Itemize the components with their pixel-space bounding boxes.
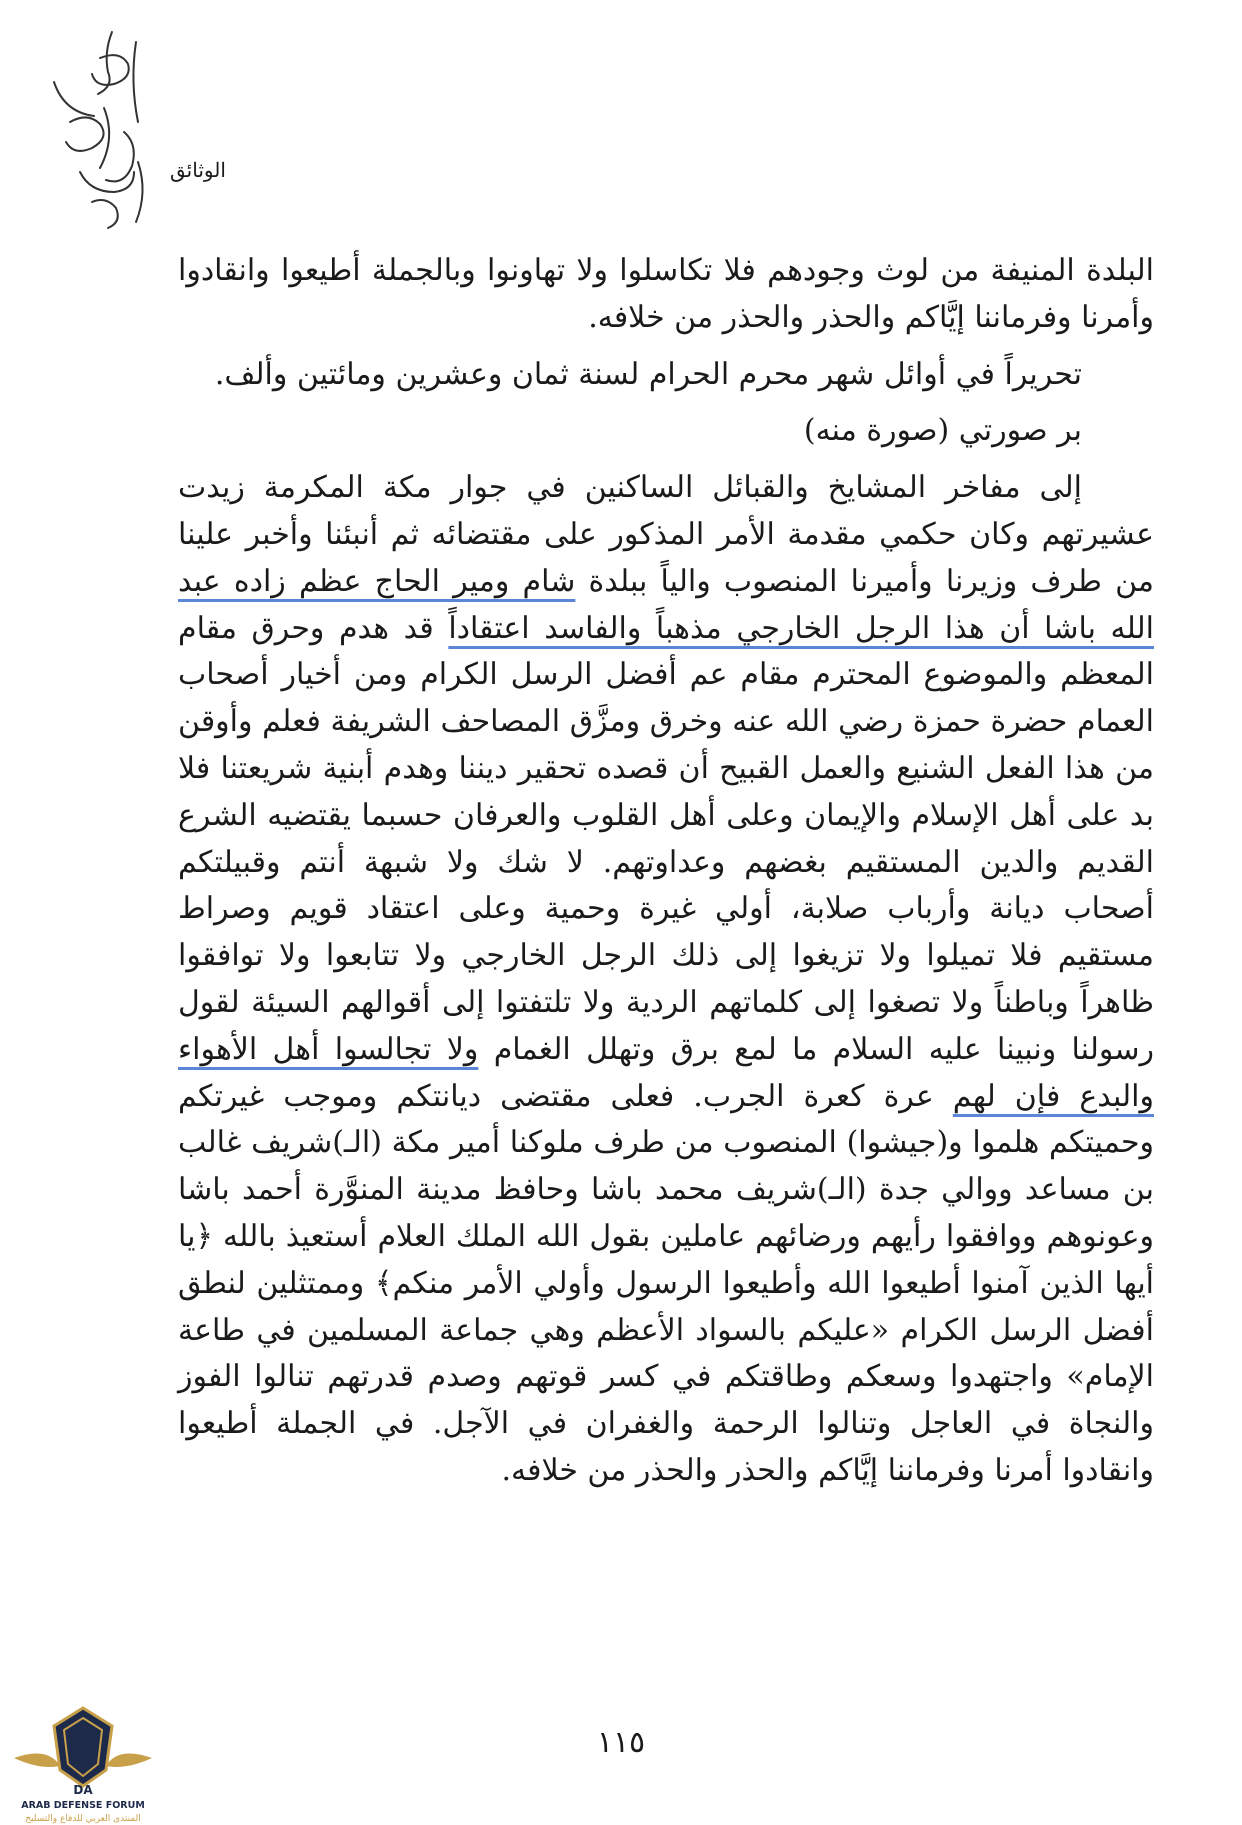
logo-name-ar: المنتدى العربي للدفاع والتسليح bbox=[25, 1814, 141, 1824]
paragraph-closing-1: البلدة المنيفة من لوث وجودهم فلا تكاسلوا ولا تهاونوا وبالجملة أطيعوا وانقادوا وأمرنا وفرماننا إيَّاكم والحذر والحذر من خلافه. bbox=[178, 253, 1154, 335]
logo-initials: DA bbox=[73, 1783, 93, 1797]
highlighted-segment: ولا تجالسوا أهل الأهواء والبدع فإن لهم bbox=[178, 1031, 1154, 1114]
text-segment: قد هدم وحرق مقام المعظم والموضوع المحترم مقام عم أفضل الرسل الكرام ومن أخيار أصحاب العمام حضرة حمزة رضي الله عنه وخرق ومزَّق المصاحف الشريفة فعلم وأوقن من هذا الفعل الشنيع والعمل القبيح أن قصده تحقير ديننا وهدم أبنية شريعتنا فلا بد على أهل الإسلام والإيمان وعلى أهل القلوب والعرفان حسبما يقتضيه الشرع القديم والدين المستقيم بغضهم وعداوتهم. لا شك ولا شبهة أنتم وقبيلتكم أصحاب ديانة وأرباب صلابة، أولي غيرة وحمية وعلى اعتقاد قويم وصراط مستقيم فلا تميلوا ولا تزيغوا إلى ذلك الرجل الخارجي ولا تتابعوا ولا توافقوا ظاهراً وباطناً ولا تصغوا إلى كلماتهم الردية ولا تلتفتوا إلى أقوالهم السيئة لقول رسولنا ونبينا عليه السلام ما لمع برق وتهلل الغمام bbox=[178, 610, 1154, 1067]
running-header: الوثائق bbox=[170, 158, 226, 182]
handwritten-margin-note bbox=[40, 12, 180, 242]
logo-name-en: ARAB DEFENSE FORUM bbox=[21, 1800, 145, 1811]
arab-defense-forum-logo bbox=[8, 1700, 158, 1825]
paragraph-date: تحريراً في أوائل شهر محرم الحرام لسنة ثمان وعشرين ومائتين وألف. bbox=[214, 356, 1082, 392]
text-segment: عرة كعرة الجرب. فعلى مقتضى ديانتكم وموجب غيرتكم وحميتكم هلموا و(جيشوا) المنصوب من طرف ملوكنا أمير مكة (الـ)شريف غالب بن مساعد ووالي جدة (الـ)شريف محمد باشا وحافظ مدينة المنوَّرة أحمد باشا وعونوهم ووافقوا رأيهم ورضائهم عاملين بقول الله الملك العلام أستعيذ بالله ﴿يا أيها الذين آمنوا أطيعوا الله وأطيعوا الرسول وأولي الأمر منكم﴾ وممتثلين لنطق أفضل الرسل الكرام «عليكم بالسواد الأعظم وهي جماعة المسلمين في طاعة الإمام» واجتهدوا وسعكم وطاقتكم في كسر قوتهم وصدم قدرتهم تنالوا الفوز والنجاة في العاجل وتنالوا الرحمة والغفران في الآجل. في الجملة أطيعوا وانقادوا أمرنا وفرماننا إيَّاكم والحذر والحذر من خلافه. bbox=[178, 1078, 1154, 1488]
document-body bbox=[178, 248, 1154, 1495]
highlighted-segment: شام ومير الحاج عظم زاده عبد الله باشا أن هذا الرجل الخارجي مذهباً والفاسد اعتقاداً bbox=[178, 563, 1154, 646]
paragraph-copy-note: بر صورتي (صورة منه) bbox=[803, 413, 1082, 449]
text-segment: إلى مفاخر المشايخ والقبائل الساكنين في جوار مكة المكرمة زيدت عشيرتهم وكان حكمي مقدمة الأمر المذكور على مقتضائه ثم أنبئنا وأخبر علينا من طرف وزيرنا وأميرنا المنصوب والياً ببلدة bbox=[178, 470, 1155, 599]
page-number: ١١٥ bbox=[596, 1725, 646, 1760]
paragraph-letter bbox=[178, 465, 1154, 1495]
